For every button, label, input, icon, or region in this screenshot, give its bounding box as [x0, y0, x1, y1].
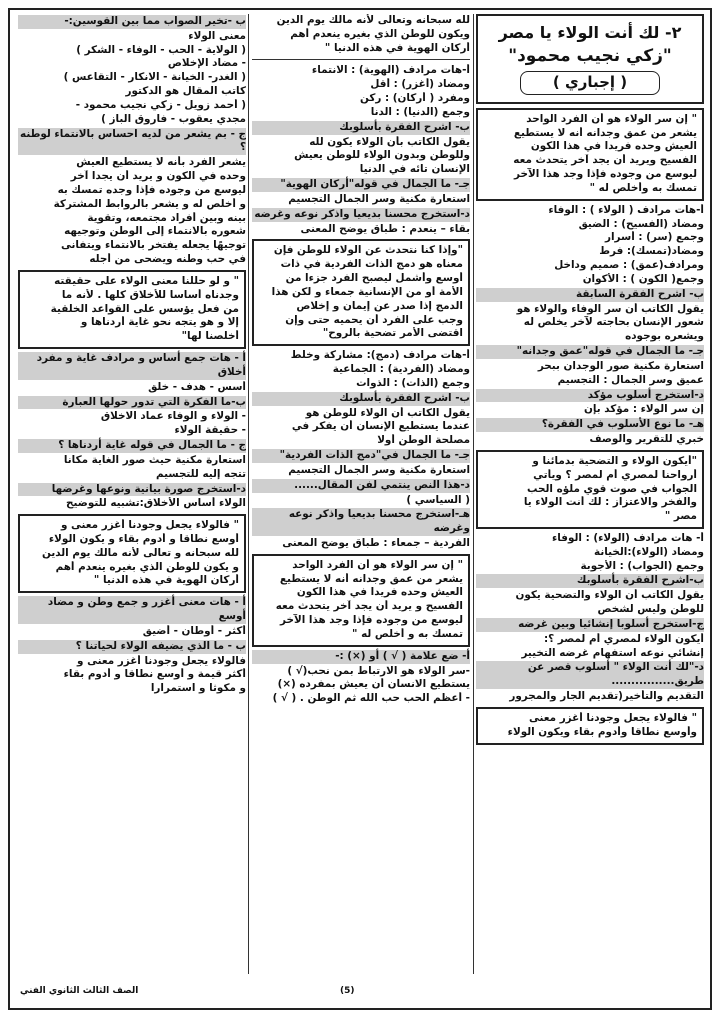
question-heading: جـ- ما الجمال في"دمج الذات الفردية" [252, 449, 470, 463]
question-heading: هـ- ما نوع الأسلوب في الفقرة؟ [476, 418, 704, 432]
question-heading: ج - بم يشعر من لديه احساس بالانتماء لوطنه ؟ [18, 128, 246, 156]
lesson-title-box [476, 14, 704, 104]
question-heading: د-هذا النص ينتمي لفن المقال...... [252, 479, 470, 493]
page-footer [10, 984, 710, 1002]
question-heading: ب- اشرح الفقرة بأسلوبك [252, 392, 470, 406]
question-heading: ب- اشرح الفقرة بأسلوبك [252, 121, 470, 135]
quote-box: "أيكون الولاء و التضحية بدمائنا و أرواحنا لمصري أم لمصر ؟ ويأتي الجواب في صوت قوي ملؤه الحب والفخر والاعتزاز : لك أنت الولاء يا مصر " [476, 450, 704, 529]
question-heading: ب- اشرح الفقرة السابقة [476, 288, 704, 302]
question-heading: ج-استخرج أسلوبا إنشائيا وبين غرضه [476, 618, 704, 632]
question-heading: د-استخرج محسنا بديعيا واذكر نوعه وغرضه [252, 208, 470, 222]
quote-box: " و لو حللنا معنى الولاء على حقيقته وجدناه أساسا للأخلاق كلها . لأنه ما من فعل يؤسس على القواعد الخلقية إلا و هو يتجه نحو غاية أردناها و أخلصنا لها" [18, 270, 246, 349]
lesson-title: ٢- لك أنت الولاء يا مصر [498, 23, 682, 42]
section-divider [252, 59, 470, 60]
class-label: الصف الثالث الثانوي الفني [20, 986, 139, 996]
question-heading: د-استخرج صورة بيانية ونوعها وغرضها [18, 483, 246, 497]
question-heading: ب-اشرح الفقرة بأسلوبك [476, 574, 704, 588]
question-heading: د-"لك أنت الولاء " أسلوب قصر عن طريق................ [476, 661, 704, 689]
question-heading: جـ- ما الجمال في قوله"أركان الهوية" [252, 178, 470, 192]
quote-box: " فالولاء يجعل وجودنا أغزر معنى وأوسع نطاقا وأدوم بقاء ويكون الولاء [476, 707, 704, 745]
question-heading: أ- ضع علامة ( √ ) أو (×) :- [252, 650, 470, 664]
question-heading: ب - ما الذي يضيفه الولاء لحياتنا ؟ [18, 640, 246, 654]
column-divider [248, 14, 249, 974]
question-heading: أ - هات معنى أغزر و جمع وطن و مضاد أوسع [18, 596, 246, 624]
lesson-type: ( إجباري ) [520, 71, 660, 95]
worksheet-page [8, 8, 712, 1010]
quote-box: " إن سر الولاء هو أن الفرد الواحد يشعر من عمق وجدانه أنه لا يستطيع العيش وحده فريدا في هذا الكون الفسيح ويريد أن يجد آخر يتحدث معه ليوسع من وجوده فإذا وجد هذا الآخر تمسك به وأخلص له " [476, 108, 704, 201]
question-heading: ب-ما الفكرة التي تدور حولها العبارة [18, 396, 246, 410]
page-number: (5) [340, 986, 355, 996]
question-heading: ج - ما الجمال في قوله غاية أردناها ؟ [18, 439, 246, 453]
quote-box: "وإذا كنا نتحدث عن الولاء للوطن فإن معناه هو دمج الذات الفردية في ذات أوسع وأشمل ليصبح الفرد جزءا من الأمة أو من الإنسانية جمعاء و لكن هذا الدمج إذا صدر عن إيمان و إخلاص وجب على الفرد أن يحميه حتى وإن اقتضى الأمر تضحية بالروح" [252, 239, 470, 346]
question-heading: د-استخرج أسلوب مؤكد [476, 389, 704, 403]
lesson-author: "زكي نجيب محمود" [508, 46, 672, 67]
quote-box: " فالولاء يجعل وجودنا أغزر معنى و أوسع نطاقا و أدوم بقاء و يكون الولاء لله سبحانه و تعالى لأنه مالك يوم الدين و يكون للوطن الذي بغيره ينعدم أهم أركان الهوية في هذه الدنيا " [18, 514, 246, 593]
question-heading: هـ-استخرج محسنا بديعيا واذكر نوعه وغرضه [252, 508, 470, 536]
column-divider [473, 14, 474, 974]
question-heading: ب -تخير الصواب مما بين القوسين:- [18, 15, 246, 29]
column-left: ب -تخير الصواب مما بين القوسين:- معنى الولاء ( الولاية - الحب - الوفاء - الشكر ) - مضاد الإخلاص ( الغدر- الخيانة - الانكار - التقاعس ) كاتب المقال هو الدكتور ( أحمد زويل - زكي نجيب محمود - مجدي يعقوب - فاروق الباز ) ج - بم يشعر من لديه احساس بالانتماء لوطنه ؟ يشعر الفرد بأنه لا يستطيع العيش وحده في الكون و يريد أن يجدا آخر ليوسع من وجوده فإذا وجده تمسك به و أخلص له و يشعر بالروابط المشتركة بينه وبين أفراد مجتمعه، وتقوية شعوره بالانتماء إلى الوطن وتوجيهه توجيهًا يجعله يفتخر بالانتماء ويتفانى في حب وطنه ويضحى من أجله " و لو حللنا معنى الولاء على حقيقته وجدناه أساسا للأخلاق كلها . لأنه ما من فعل يؤسس على القواعد الخلقية إلا و هو يتجه نحو غاية أردناها و أخلصنا لها" أ - هات جمع أساس و مرادف غاية و مفرد أخلاق أسس - هدف - خلق ب-ما الفكرة التي تدور حولها العبارة - الولاء و الوفاء عماد الاخلاق - حقيقة الولاء ج - ما الجمال في قوله غاية أردناها ؟ استعارة مكنية حيث صور الغاية مكانا تتجه إليه للتجسيم د-استخرج صورة بيانية ونوعها وغرضها الولاء أساس الأخلاق:تشبيه للتوضيح " فالولاء يجعل وجودنا أغزر معنى و أوسع نطاقا و أدوم بقاء و يكون الولاء لله سبحانه و تعالى لأنه مالك يوم الدين و يكون للوطن الذي بغيره ينعدم أهم أركان الهوية في هذه الدنيا " أ - هات معنى أغزر و جمع وطن و مضاد أوسع أكثر - أوطان - أضيق ب - ما الذي يضيفه الولاء لحياتنا ؟ فالولاء يجعل وجودنا أغزر معنى و أكثر قيمة و أوسع نطاقا و أدوم بقاء و مكوثا و استمرارا [18, 14, 246, 974]
question-heading: أ - هات جمع أساس و مرادف غاية و مفرد أخلاق [18, 352, 246, 380]
answer-line: أ-هات مرادف ( الولاء ) : الوفاء [548, 203, 704, 216]
quote-box: " إن سر الولاء هو أن الفرد الواحد يشعر من عمق وجدانه أنه لا يستطيع العيش وحده فريدا في هذا الكون الفسيح و يريد أن يجد آخر يتحدث معه ليوسع من وجوده فإذا وجد هذا الآخر تمسك به و أخلص له " [252, 554, 470, 647]
column-middle: لله سبحانه وتعالى لأنه مالك يوم الدين ويكون للوطن الذي بغيره ينعدم أهم أركان الهوية في هذه الدنيا " أ-هات مرادف (الهوية) : الانتماء ومضاد (أغزر) : أقل ومفرد ( أركان) : ركن وجمع (الدنيا) : الدنا ب- اشرح الفقرة بأسلوبك يقول الكاتب بأن الولاء يكون لله وللوطن وبدون الولاء للوطن يعيش الإنسان تائه في الدنيا جـ- ما الجمال في قوله"أركان الهوية" استعارة مكنية وسر الجمال التجسيم د-استخرج محسنا بديعيا واذكر نوعه وغرضه بقاء – ينعدم : طباق يوضح المعنى "وإذا كنا نتحدث عن الولاء للوطن فإن معناه هو دمج الذات الفردية في ذات أوسع وأشمل ليصبح الفرد جزءا من الأمة أو من الإنسانية جمعاء و لكن هذا الدمج إذا صدر عن إيمان و إخلاص وجب على الفرد أن يحميه حتى وإن اقتضى الأمر تضحية بالروح" أ-هات مرادف (دمج): مشاركة وخلط ومضاد (الفردية) : الجماعية وجمع (الذات) : الذوات ب- اشرح الفقرة بأسلوبك يقول الكاتب أن الولاء للوطن هو عندما يستطيع الإنسان أن يفكر في مصلحة الوطن أولا جـ- ما الجمال في"دمج الذات الفردية" استعارة مكنية وسر الجمال التجسيم د-هذا النص ينتمي لفن المقال...... ( السياسي ) هـ-استخرج محسنا بديعيا واذكر نوعه وغرضه الفردية – جمعاء : طباق يوضح المعنى " إن سر الولاء هو أن الفرد الواحد يشعر من عمق وجدانه أنه لا يستطيع العيش وحده فريدا في هذا الكون الفسيح و يريد أن يجد آخر يتحدث معه ليوسع من وجوده فإذا وجد هذا الآخر تمسك به و أخلص له " أ- ضع علامة ( √ ) أو (×) :- -سر الولاء هو الارتباط بمن نحب(√ ) يستطيع الانسان أن يعيش بمفرده (×) - أعظم الحب حب الله ثم الوطن . ( √ ) [252, 14, 470, 974]
question-heading: جـ- ما الجمال في قوله"عمق وجدانه" [476, 345, 704, 359]
column-right: ٢- لك أنت الولاء يا مصر "زكي نجيب محمود" ( إجباري ) " إن سر الولاء هو أن الفرد الواحد يشعر من عمق وجدانه أنه لا يستطيع العيش وحده فريدا في هذا الكون الفسيح ويريد أن يجد آخر يتحدث معه ليوسع من وجوده فإذا وجد هذا الآخر تمسك به وأخلص له " أ-هات مرادف ( الولاء ) : الوفاء ومضاد (الفسيح) : الضيق وجمع (سر) : أسرار ومضاد(تمسك): فرط ومرادف(عمق) : صميم وداخل وجمع( الكون ) : الأكوان ب- اشرح الفقرة السابقة يقول الكاتب أن سر الوفاء والولاء هو شعور الإنسان بحاجته لآخر يخلص له ويشعره بوجوده جـ- ما الجمال في قوله"عمق وجدانه" استعارة مكنية صور الوجدان ببحر عميق وسر الجمال : التجسيم د-استخرج أسلوب مؤكد إن سر الولاء : مؤكد بإن هـ- ما نوع الأسلوب في الفقرة؟ خبري للتقرير والوصف "أيكون الولاء و التضحية بدمائنا و أرواحنا لمصري أم لمصر ؟ ويأتي الجواب في صوت قوي ملؤه الحب والفخر والاعتزاز : لك أنت الولاء يا مصر " أ- هات مرادف (الولاء) : الوفاء ومضاد (الولاء):الخيانة وجمع (الجواب) : الأجوبة ب-اشرح الفقرة بأسلوبك يقول الكاتب أن الولاء والتضحية يكون للوطن وليس لشخص ج-استخرج أسلوبا إنشائيا وبين غرضه أيكون الولاء لمصري أم لمصر ؟: إنشائي نوعه استفهام غرضه التخيير د-"لك أنت الولاء " أسلوب قصر عن طريق................ التقديم والتأخير(تقديم الجار والمجرور " فالولاء يجعل وجودنا أغزر معنى وأوسع نطاقا وأدوم بقاء ويكون الولاء [476, 14, 704, 974]
